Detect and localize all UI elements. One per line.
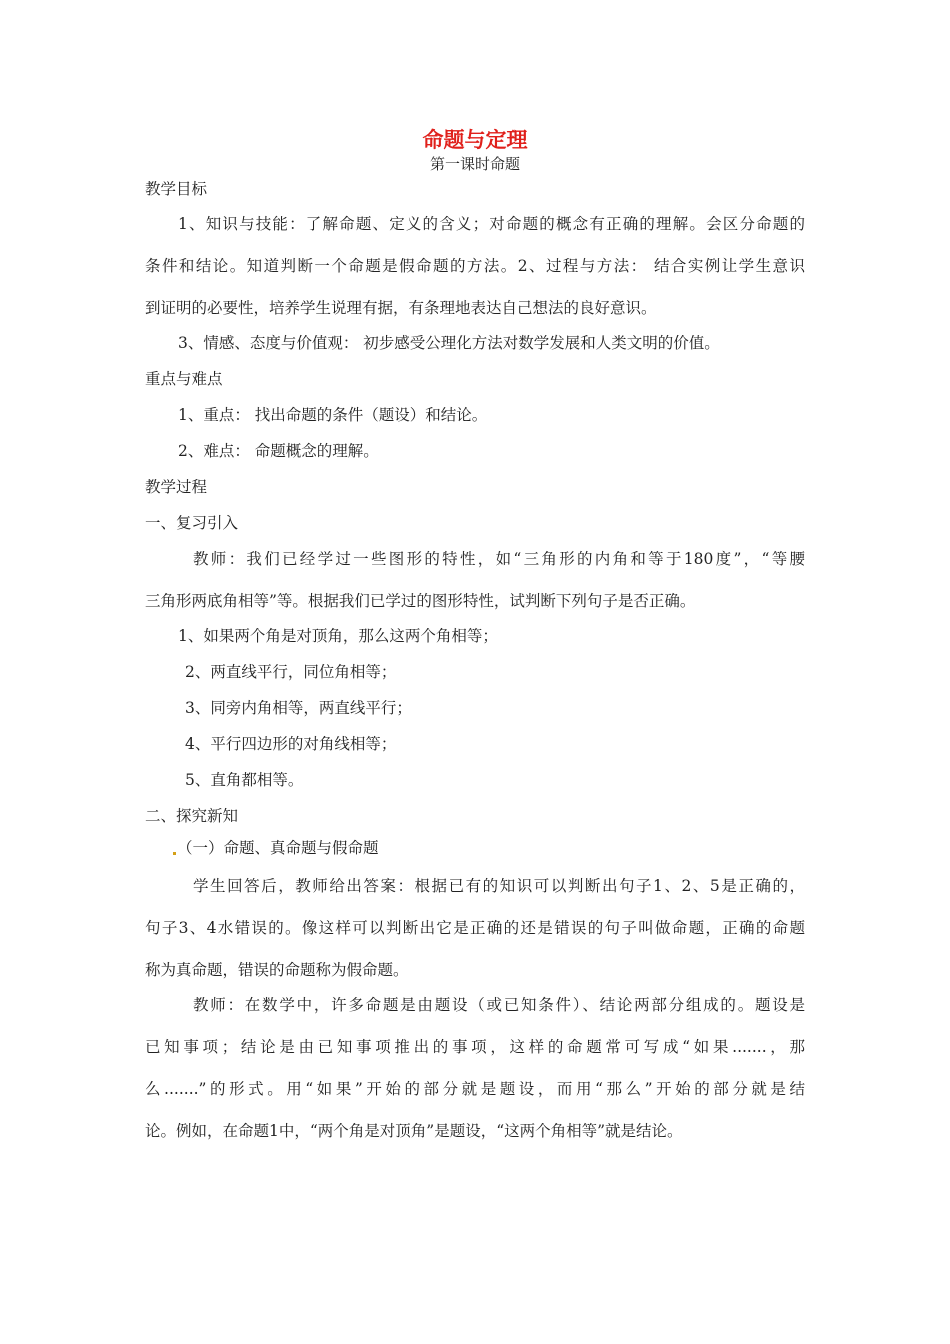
- list-item-5: 5、直角都相等。: [185, 771, 304, 789]
- list-item-2: 2、两直线平行，同位角相等；: [185, 663, 397, 681]
- document-subtitle: 第一课时命题: [429, 155, 520, 173]
- intro-line1: 教师：我们已经学过一些图形的特性，如“三角形的内角和等于180度”，“等腰: [193, 550, 805, 568]
- teacher-line3: 么.......”的形式。用“如果”开始的部分就是题设，而用“那么”开始的部分就是结: [145, 1080, 805, 1098]
- goal1-line3: 到证明的必要性，培养学生说理有据，有条理地表达自己想法的良好意识。: [145, 299, 657, 317]
- mark-dot: [173, 852, 176, 855]
- goal1-line1: 1、知识与技能：了解命题、定义的含义；对命题的概念有正确的理解。会区分命题的: [178, 215, 805, 233]
- list-item-3: 3、同旁内角相等，两直线平行；: [185, 699, 412, 717]
- key-point-1: 1、重点： 找出命题的条件（题设）和结论。: [178, 406, 488, 424]
- teacher-line2: 已知事项；结论是由已知事项推出的事项，这样的命题常可写成“如果.......，那: [145, 1038, 805, 1056]
- process-heading: 教学过程: [145, 478, 208, 496]
- answer-line2: 句子3、4水错误的。像这样可以判断出它是正确的还是错误的句子叫做命题，正确的命题: [145, 919, 805, 937]
- answer-line3: 称为真命题，错误的命题称为假命题。: [145, 961, 409, 979]
- key-heading: 重点与难点: [145, 370, 223, 388]
- document-title: 命题与定理: [422, 128, 528, 152]
- list-item-4: 4、平行四边形的对角线相等；: [185, 735, 397, 753]
- list-item-1: 1、如果两个角是对顶角，那么这两个角相等；: [178, 627, 498, 645]
- teacher-line4: 论。例如，在命题1中，“两个角是对顶角”是题设，“这两个角相等”就是结论。: [145, 1122, 683, 1140]
- goals-heading: 教学目标: [145, 180, 208, 198]
- intro-line2: 三角形两底角相等”等。根据我们已学过的图形特性，试判断下列句子是否正确。: [145, 592, 696, 610]
- answer-line1: 学生回答后，教师给出答案：根据已有的知识可以判断出句子1、2、5是正确的，: [193, 877, 805, 895]
- sub1-heading-row: [172, 836, 379, 858]
- part2-heading: 二、探究新知: [145, 807, 239, 825]
- part1-heading: 一、复习引入: [145, 514, 239, 532]
- teacher-line1: 教师：在数学中，许多命题是由题设（或已知条件）、结论两部分组成的。题设是: [193, 996, 805, 1014]
- sub1-heading: （一）命题、真命题与假命题: [177, 839, 379, 857]
- goal3-text: 3、情感、态度与价值观： 初步感受公理化方法对数学发展和人类文明的价值。: [178, 334, 720, 352]
- key-point-2: 2、难点： 命题概念的理解。: [178, 442, 379, 460]
- goal1-line2: 条件和结论。知道判断一个命题是假命题的方法。2、过程与方法： 结合实例让学生意识: [145, 257, 805, 275]
